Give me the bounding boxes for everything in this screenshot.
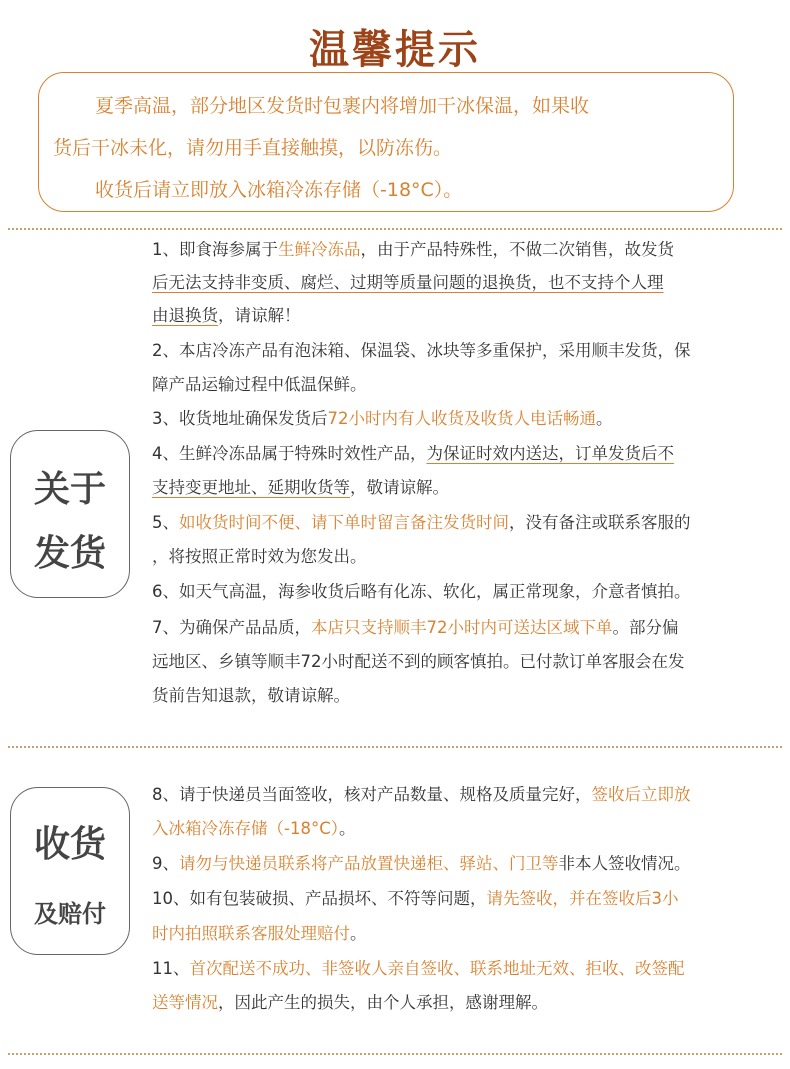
shipping-item-1-line-1: [152, 240, 674, 260]
shipping-badge: [10, 430, 130, 598]
shipping-item-5-line-2: [152, 547, 367, 567]
receiving-item-10-line-1: [152, 889, 679, 909]
underlined-text: 后无法支持非变质、腐烂、过期等质量问题的退换货，也不支持个人理: [152, 273, 664, 292]
text-segment: 货前告知退款，敬请谅解。: [152, 686, 350, 705]
shipping-item-5-line-1: [152, 513, 691, 533]
receiving-badge-line-1: 收货: [33, 823, 106, 865]
text-segment: 7、为确保产品品质，: [152, 618, 311, 637]
highlight-text: 签收后立即放: [591, 785, 691, 804]
text-segment: 。: [338, 819, 356, 838]
underlined-text: 为保证时效内送达，订单发货后不: [426, 444, 674, 463]
underlined-text: 支持变更地址、延期收货等: [152, 478, 350, 497]
shipping-item-3-line-1: [152, 409, 613, 429]
receiving-badge: [10, 787, 130, 955]
highlight-text: 入冰箱冷冻存储（-18°C）: [152, 819, 339, 838]
highlight-text: 生鲜冷冻品: [278, 240, 361, 259]
text-segment: ，没有备注或联系客服的: [509, 513, 691, 532]
text-segment: 9、: [152, 854, 179, 873]
text-segment: 障产品运输过程中低温保鲜。: [152, 375, 367, 394]
shipping-item-7-line-2: [152, 652, 685, 672]
highlight-text: 首次配送不成功、非签收人亲自签收、联系地址无效、拒收、改签配: [189, 959, 685, 978]
shipping-item-1-line-3: [152, 306, 301, 326]
text-segment: 3、收货地址确保发货后: [152, 409, 328, 428]
text-segment: 8、请于快递员当面签收，核对产品数量、规格及质量完好，: [152, 785, 592, 804]
text-segment: 非本人签收情况。: [558, 854, 691, 873]
notice-line-3: 收货后请立即放入冰箱冷冻存储（-18°C）。: [95, 179, 463, 201]
text-segment: ，因此产生的损失，由个人承担，感谢理解。: [218, 993, 548, 1012]
highlight-text: 请勿与快递员联系将产品放置快递柜、驿站、门卫等: [179, 854, 559, 873]
shipping-item-4-line-2: [152, 478, 449, 498]
text-segment: 。: [350, 924, 367, 943]
section-divider: [8, 1053, 782, 1055]
shipping-item-2-line-1: [152, 341, 691, 361]
receiving-item-9-line-1: [152, 854, 691, 874]
section-divider: [8, 228, 782, 230]
receiving-item-11-line-1: [152, 959, 685, 979]
text-segment: 5、: [152, 513, 179, 532]
text-segment: 。: [596, 409, 613, 428]
notice-line-1: 夏季高温，部分地区发货时包裹内将增加干冰保温，如果收: [95, 95, 590, 117]
shipping-badge-line-2: 发货: [33, 532, 106, 574]
page-title: 温馨提示: [309, 26, 481, 73]
highlight-text: 时内拍照联系客服处理赔付: [152, 924, 350, 943]
notice-box: [38, 72, 734, 212]
shipping-item-2-line-2: [152, 375, 367, 395]
receiving-item-8-line-2: [152, 819, 355, 839]
highlight-text: 如收货时间不便、请下单时留言备注发货时间: [179, 513, 509, 532]
text-segment: 6、如天气高温，海参收货后略有化冻、软化，属正常现象，介意者慎拍。: [152, 582, 691, 601]
text-segment: ，敬请谅解。: [350, 478, 449, 497]
text-segment: 11、: [152, 959, 190, 978]
shipping-item-6-line-1: [152, 582, 691, 602]
text-segment: 10、如有包装破损、产品损坏、不符等问题，: [152, 889, 487, 908]
highlight-text: 72小时内有人收货及收货人电话畅通: [327, 409, 596, 428]
receiving-item-11-line-2: [152, 993, 548, 1013]
receiving-badge-line-2: 及赔付: [34, 899, 106, 928]
text-segment: 。部分偏: [612, 618, 679, 637]
highlight-text: 送等情况: [152, 993, 218, 1012]
section-divider: [8, 746, 782, 748]
shipping-item-1-line-2: [152, 273, 664, 293]
receiving-item-10-line-2: [152, 924, 367, 944]
text-segment: ，由于产品特殊性，不做二次销售，故发货: [360, 240, 674, 259]
text-segment: 远地区、乡镇等顺丰72小时配送不到的顾客慎拍。已付款订单客服会在发: [152, 652, 685, 671]
notice-line-2: 货后干冰未化，请勿用手直接触摸，以防冻伤。: [53, 137, 453, 159]
shipping-item-4-line-1: [152, 444, 674, 464]
highlight-text: 本店只支持顺丰72小时内可送达区域下单: [311, 618, 613, 637]
text-segment: ，将按照正常时效为您发出。: [152, 547, 367, 566]
receiving-item-8-line-1: [152, 785, 691, 805]
shipping-item-7-line-1: [152, 618, 679, 638]
shipping-item-7-line-3: [152, 686, 350, 706]
text-segment: ，请谅解！: [218, 306, 301, 325]
highlight-text: 请先签收，并在签收后3小: [486, 889, 679, 908]
text-segment: 2、本店冷冻产品有泡沫箱、保温袋、冰块等多重保护，采用顺丰发货，保: [152, 341, 691, 360]
text-segment: 1、即食海参属于: [152, 240, 278, 259]
shipping-badge-line-1: 关于: [33, 468, 106, 510]
underlined-text: 由退换货: [152, 306, 218, 325]
text-segment: 4、生鲜冷冻品属于特殊时效性产品，: [152, 444, 427, 463]
